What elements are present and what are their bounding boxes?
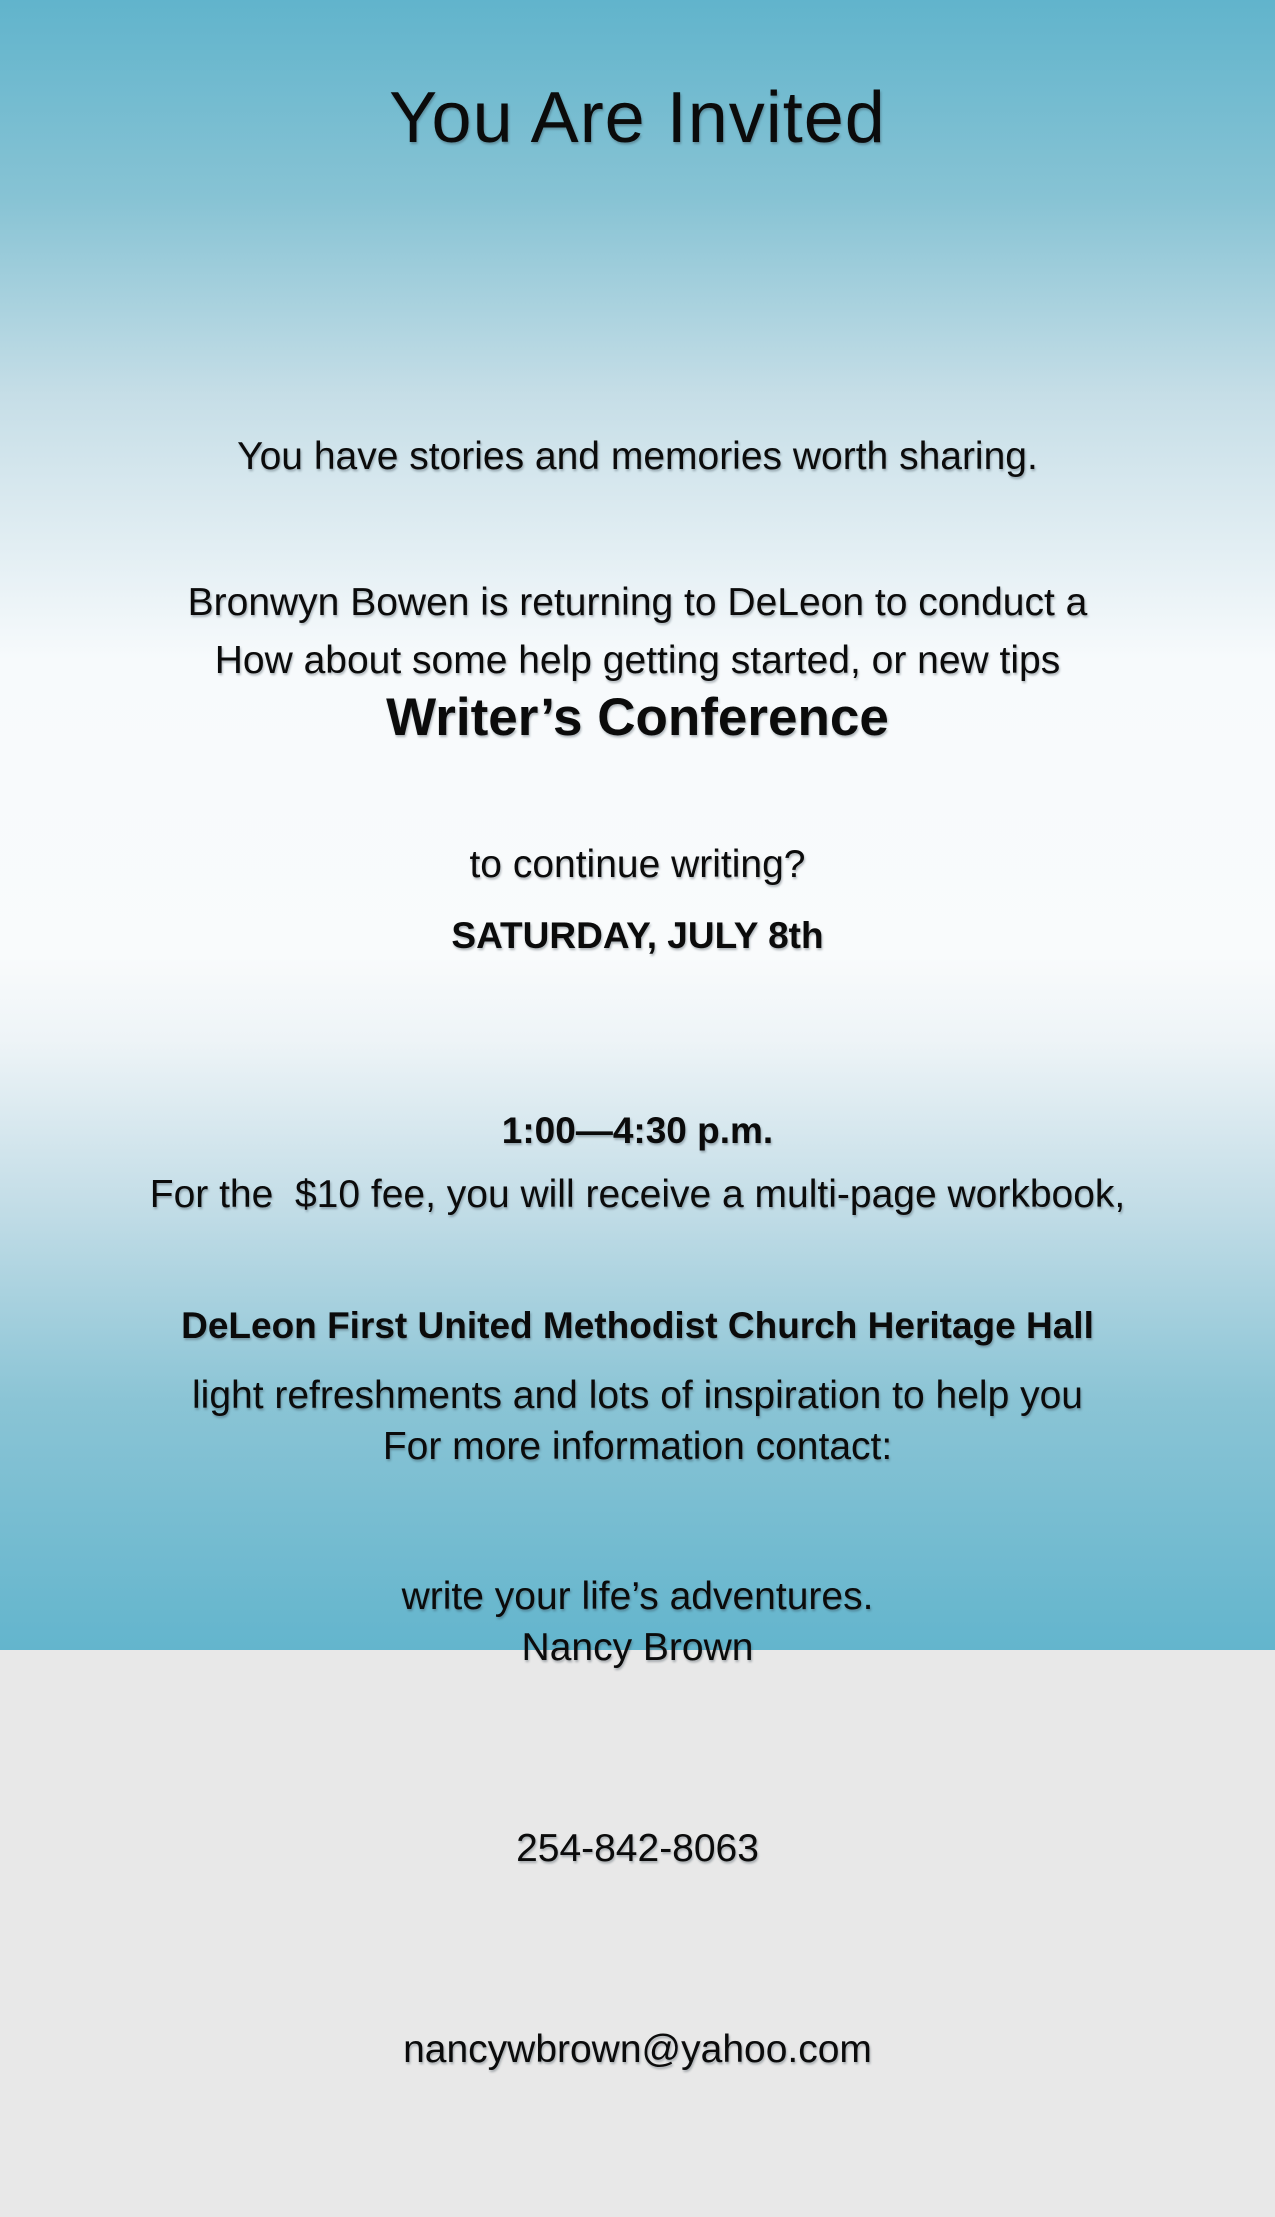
presenter-announcement: Bronwyn Bowen is returning to DeLeon to conduct a <box>187 581 1088 624</box>
contact-block <box>0 1279 1275 2217</box>
contact-name: Nancy Brown <box>521 1626 754 1669</box>
intro-line-1: You have stories and memories worth sharing. <box>237 435 1038 478</box>
event-date: SATURDAY, JULY 8th <box>451 915 824 956</box>
event-location: DeLeon First United Methodist Church Heritage Hall <box>181 1305 1094 1346</box>
intro-line-2: How about some help getting started, or new tips <box>214 639 1061 682</box>
event-name: Writer’s Conference <box>386 688 889 747</box>
flyer-title: You Are Invited <box>389 78 886 158</box>
contact-email: nancywbrown@yahoo.com <box>403 2028 872 2071</box>
details-line-2: light refreshments and lots of inspiration to help you <box>191 1374 1083 1417</box>
contact-phone: 254-842-8063 <box>516 1827 759 1870</box>
details-line-3: write your life’s adventures. <box>401 1575 874 1618</box>
details-line-1: For the $10 fee, you will receive a multi-page workbook, <box>149 1173 1126 1216</box>
intro-line-3: to continue writing? <box>469 843 806 886</box>
event-time: 1:00—4:30 p.m. <box>501 1110 774 1151</box>
contact-heading: For more information contact: <box>382 1425 893 1468</box>
